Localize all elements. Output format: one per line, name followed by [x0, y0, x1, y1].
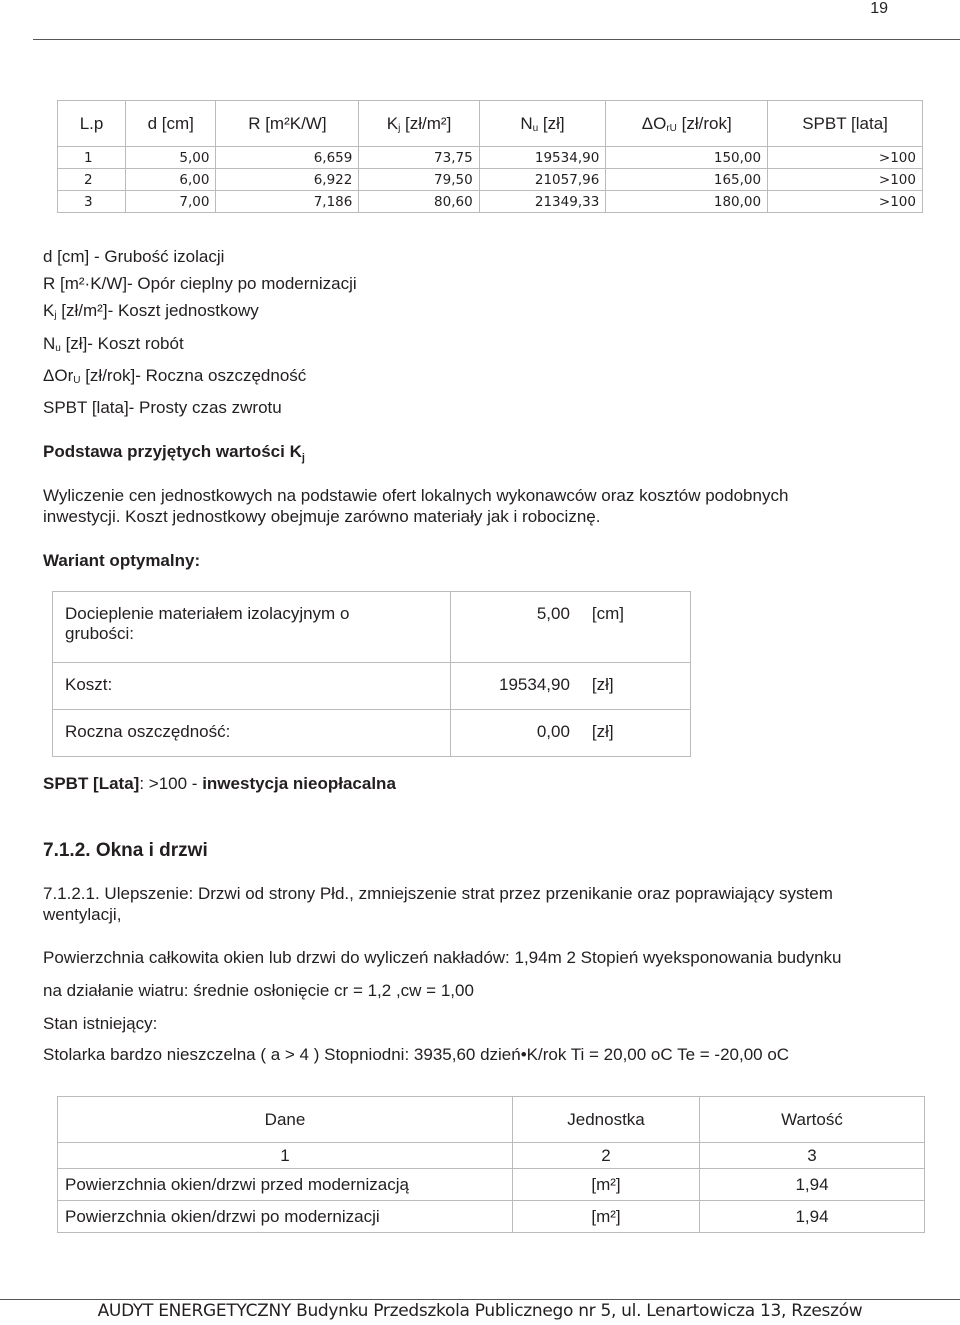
table-cell: 2	[58, 169, 126, 191]
table-cell: 79,50	[359, 169, 479, 191]
table-header-row	[58, 101, 923, 147]
table-cell: 1,94	[700, 1169, 925, 1201]
page-footer: AUDYT ENERGETYCZNY Budynku Przedszkola Publicznego nr 5, ul. Lenartowicza 13, Rzeszów	[97, 1301, 863, 1321]
table-number-row	[58, 1143, 925, 1169]
table-cell: 165,00	[606, 169, 768, 191]
table-cell: 1	[58, 147, 126, 169]
table-cell: >100	[768, 169, 923, 191]
table-cell: 3	[700, 1143, 925, 1169]
col-jednostka: Jednostka	[513, 1097, 700, 1143]
table-cell: 19534,90	[479, 147, 606, 169]
improvement-line-1: 7.1.2.1. Ulepszenie: Drzwi od strony Płd., zmniejszenie strat przez przenikanie oraz poprawiający system	[43, 884, 833, 903]
optimal-heading: Wariant optymalny:	[43, 551, 201, 570]
table-cell: 7,00	[126, 191, 216, 213]
col-r: R [m²K/W]	[216, 101, 359, 147]
col-n: $N_u$ [zł]	[479, 101, 606, 147]
spbt-result: SPBT [Lata]: >100 - inwestycja nieopłacalna	[43, 774, 396, 793]
optimal-variant-table	[52, 591, 691, 757]
table-cell: 150,00	[606, 147, 768, 169]
value-cell: 5,00 [cm]	[450, 592, 690, 663]
col-or: $\Delta O_{rU}$ [zł/rok]	[606, 101, 768, 147]
legend-r: R [m²·K/W]- Opór cieplny po modernizacji	[43, 274, 357, 294]
col-d: d [cm]	[126, 101, 216, 147]
table-row	[53, 592, 691, 663]
table-cell: 3	[58, 191, 126, 213]
table-cell: >100	[768, 147, 923, 169]
table-cell: 21057,96	[479, 169, 606, 191]
table-cell: Powierzchnia okien/drzwi przed modernizacją	[58, 1169, 513, 1201]
table-cell: [m²]	[513, 1169, 700, 1201]
table-cell: [m²]	[513, 1201, 700, 1233]
table-cell: 1	[58, 1143, 513, 1169]
table-header-row	[58, 1097, 925, 1143]
basis-heading: Podstawa przyjętych wartości $K_j$	[43, 442, 305, 464]
table-cell: 6,922	[216, 169, 359, 191]
table-cell: Powierzchnia okien/drzwi po modernizacji	[58, 1201, 513, 1233]
legend-n: $N_u$ [zł]- Koszt robót	[43, 333, 184, 354]
table-cell: 180,00	[606, 191, 768, 213]
legend-spbt: SPBT [lata]- Prosty czas zwrotu	[43, 398, 282, 418]
legend-k: $K_j$ [zł/m²]- Koszt jednostkowy	[43, 301, 259, 322]
table-row	[58, 1201, 925, 1233]
basis-text-2: inwestycji. Koszt jednostkowy obejmuje zarówno materiały jak i robociznę.	[43, 507, 601, 526]
table-cell: 2	[513, 1143, 700, 1169]
label-cell: Roczna oszczędność:	[53, 710, 451, 757]
basis-text-1: Wyliczenie cen jednostkowych na podstawie ofert lokalnych wykonawców oraz kosztów podobnych	[43, 486, 789, 505]
col-lp: L.p	[58, 101, 126, 147]
table-cell: 21349,33	[479, 191, 606, 213]
table-cell: 6,00	[126, 169, 216, 191]
header-rule	[33, 39, 960, 40]
area-line: Powierzchnia całkowita okien lub drzwi do wyliczeń nakładów: 1,94m 2 Stopień wyeksponowania budynku	[43, 948, 842, 967]
table-cell: 73,75	[359, 147, 479, 169]
col-k: $K_j$ [zł/m²]	[359, 101, 479, 147]
value-cell: 0,00 [zł]	[450, 710, 690, 757]
table-cell: 1,94	[700, 1201, 925, 1233]
table-cell: 5,00	[126, 147, 216, 169]
windows-table	[57, 1096, 925, 1233]
table-cell: 6,659	[216, 147, 359, 169]
state-line: Stan istniejący:	[43, 1014, 158, 1033]
legend-d: d [cm] - Grubość izolacji	[43, 247, 225, 266]
joinery-line: Stolarka bardzo nieszczelna ( a > 4 ) Stopniodni: 3935,60 dzień•K/rok Ti = 20,00 oC Te = -20,00 oC	[43, 1045, 790, 1064]
value-cell: 19534,90 [zł]	[450, 663, 690, 710]
variants-table	[57, 100, 923, 213]
col-spbt: SPBT [lata]	[768, 101, 923, 147]
col-dane: Dane	[58, 1097, 513, 1143]
table-cell: >100	[768, 191, 923, 213]
page-number: 19	[870, 0, 888, 17]
legend	[43, 243, 357, 421]
legend-or: ΔOr$_U$ [zł/rok]- Roczna oszczędność	[43, 365, 307, 386]
improvement-line-2: wentylacji,	[43, 905, 122, 924]
footer-rule	[0, 1299, 960, 1300]
table-row	[53, 710, 691, 757]
table-cell: 7,186	[216, 191, 359, 213]
table-row	[53, 663, 691, 710]
col-wartosc: Wartość	[700, 1097, 925, 1143]
section-heading: 7.1.2. Okna i drzwi	[43, 840, 208, 861]
table-row	[58, 191, 923, 213]
table-row	[58, 147, 923, 169]
table-row	[58, 1169, 925, 1201]
label-cell: Koszt:	[53, 663, 451, 710]
table-cell: 80,60	[359, 191, 479, 213]
wind-line: na działanie wiatru: średnie osłonięcie cr = 1,2 ,cw = 1,00	[43, 981, 474, 1000]
label-cell: Docieplenie materiałem izolacyjnym o grubości:	[53, 592, 451, 663]
table-row	[58, 169, 923, 191]
